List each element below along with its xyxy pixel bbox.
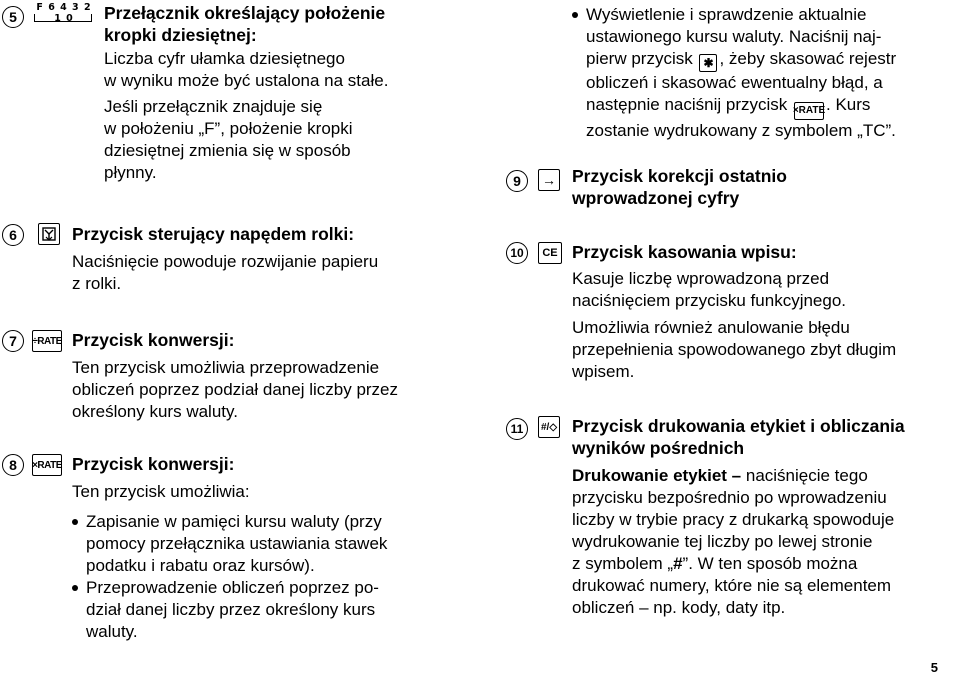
item-text: naciśnięciem przycisku funkcyjnego. xyxy=(572,291,847,310)
bullet-item xyxy=(72,577,454,643)
item-number: 9 xyxy=(506,170,528,192)
item-text: ustawionego kursu waluty. Naciśnij naj- xyxy=(586,27,882,46)
item-title: Przycisk sterujący napędem rolki: xyxy=(72,224,355,244)
item-number: 10 xyxy=(506,242,528,264)
item-text: Liczba cyfr ułamka dziesiętnego xyxy=(104,49,345,68)
item-title: Przycisk drukowania etykiet i obliczania xyxy=(572,416,905,436)
item-text: zostanie wydrukowany z symbolem „TC”. xyxy=(586,121,896,140)
item-text: Wyświetlenie i sprawdzenie aktualnie xyxy=(586,5,867,24)
switch-positions-label: F 6 4 3 2 1 0 xyxy=(36,2,92,24)
item-text xyxy=(572,465,956,487)
text-fragment: . Kurs xyxy=(826,95,871,114)
item-text: w położeniu „F”, położenie kropki xyxy=(104,119,353,138)
item-text: Ten przycisk umożliwia przeprowadzenie xyxy=(72,358,380,377)
text-fragment: z symbolem „ xyxy=(572,554,674,573)
item-text: w wyniku może być ustalona na stałe. xyxy=(104,71,389,90)
decimal-switch-icon xyxy=(34,2,94,22)
multiply-rate-key-icon: ×RATE xyxy=(794,102,824,120)
item-text: Ten przycisk umożliwia: xyxy=(72,482,250,501)
paper-feed-key-icon xyxy=(38,223,60,245)
bold-lead: Drukowanie etykiet – xyxy=(572,466,742,485)
item-title: Przycisk konwersji: xyxy=(72,454,235,474)
item-title: Przycisk konwersji: xyxy=(72,330,235,350)
item-text: Kasuje liczbę wprowadzoną przed xyxy=(572,269,830,288)
item-text: liczby w trybie pracy z drukarką spowoduje xyxy=(572,510,895,529)
item-title: wprowadzonej cyfry xyxy=(572,188,740,208)
item-text: Zapisanie w pamięci kursu waluty (przy xyxy=(86,512,382,531)
item-text: obliczeń poprzez podział danej liczby przez xyxy=(72,380,399,399)
item-text: Umożliwia również anulowanie błędu xyxy=(572,318,850,337)
item-text: Przeprowadzenie obliczeń poprzez po- xyxy=(86,578,379,597)
item-number: 8 xyxy=(2,454,24,476)
item-text: przycisku bezpośrednio po wprowadzeniu xyxy=(572,488,887,507)
item-number: 5 xyxy=(2,6,24,28)
label-print-key-icon: #/◇ xyxy=(538,416,560,438)
divide-rate-key-icon: ÷RATE xyxy=(32,330,62,352)
bullet-item xyxy=(572,4,956,142)
item-text: Jeśli przełącznik znajduje się xyxy=(104,97,323,116)
item-text: przepełnienia spowodowanego zbyt długim xyxy=(572,340,897,359)
item-text: określony kurs waluty. xyxy=(72,402,238,421)
text-fragment: następnie naciśnij przycisk xyxy=(586,95,788,114)
text-fragment: naciśnięcie tego xyxy=(745,466,868,485)
clear-entry-key-icon: CE xyxy=(538,242,562,264)
item-text: drukować numery, które nie są elementem xyxy=(572,576,892,595)
item-8-continued xyxy=(572,4,956,142)
item-title: Przycisk kasowania wpisu: xyxy=(572,242,797,262)
bullet-item xyxy=(72,511,454,577)
item-title: Przełącznik określający położenie xyxy=(104,3,386,23)
text-fragment: ”. W ten sposób można xyxy=(682,554,858,573)
item-title: wyników pośrednich xyxy=(572,438,745,458)
item-text xyxy=(586,94,956,120)
item-text xyxy=(586,48,956,72)
item-text: pomocy przełącznika ustawiania stawek xyxy=(86,534,388,553)
item-number: 7 xyxy=(2,330,24,352)
item-text: obliczeń i skasować ewentualny błąd, a xyxy=(586,73,883,92)
text-fragment: pierw przycisk xyxy=(586,49,693,68)
item-text: podatku i rabatu oraz kursów). xyxy=(86,556,315,575)
item-text: wydrukowanie tej liczby po lewej stronie xyxy=(572,532,873,551)
hash-symbol: # xyxy=(673,554,683,573)
backspace-key-icon: → xyxy=(538,169,560,191)
switch-track xyxy=(34,14,92,22)
item-text xyxy=(572,553,956,575)
item-text: z rolki. xyxy=(72,274,122,293)
multiply-rate-key-icon: ×RATE xyxy=(32,454,62,476)
item-text: dziesiętnej zmienia się w sposób xyxy=(104,141,351,160)
paper-feed-icon xyxy=(41,226,57,242)
item-title: kropki dziesiętnej: xyxy=(104,25,257,45)
item-title: Przycisk korekcji ostatnio xyxy=(572,166,787,186)
item-text: waluty. xyxy=(86,622,138,641)
item-number: 11 xyxy=(506,418,528,440)
item-text: płynny. xyxy=(104,163,157,182)
item-text: dział danej liczby przez określony kurs xyxy=(86,600,376,619)
item-text: obliczeń – np. kody, daty itp. xyxy=(572,598,786,617)
text-fragment: , żeby skasować rejestr xyxy=(719,49,897,68)
item-number: 6 xyxy=(2,224,24,246)
clear-key-icon: ✱ xyxy=(699,54,717,72)
item-text: wpisem. xyxy=(572,362,635,381)
item-text: Naciśnięcie powoduje rozwijanie papieru xyxy=(72,252,379,271)
page-number: 5 xyxy=(930,660,938,675)
